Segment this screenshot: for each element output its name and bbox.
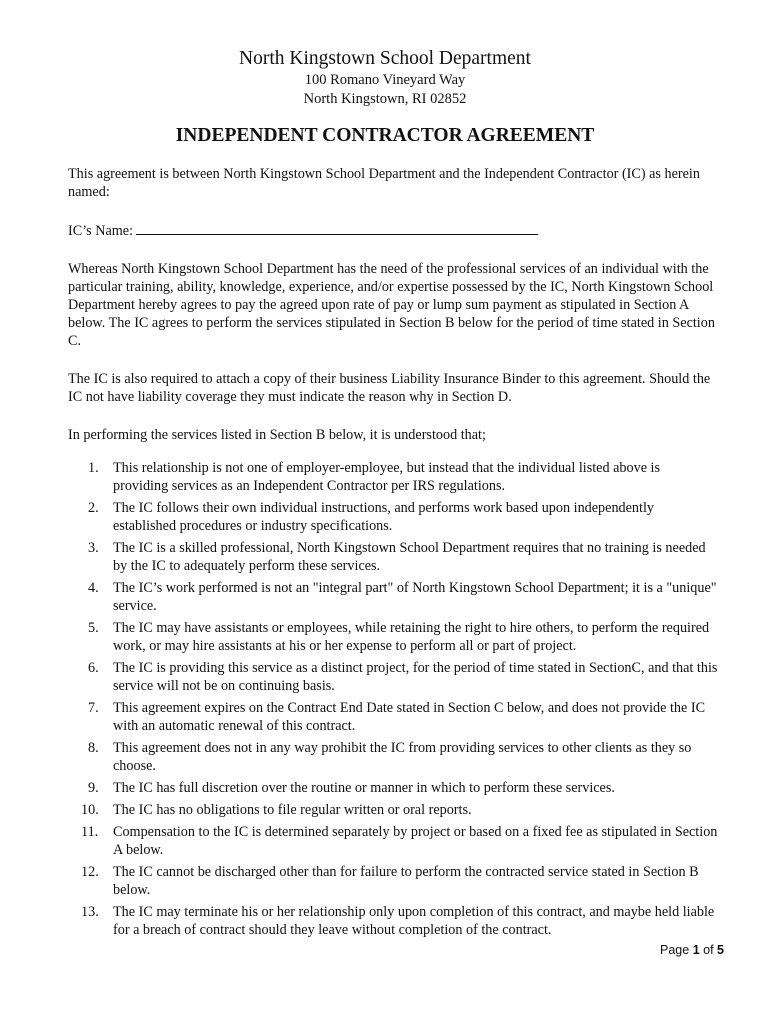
term-text: The IC may terminate his or her relationship only upon completion of this contract, and maybe held liable for a breach of contract should they leave without completion of the contract.	[113, 904, 715, 938]
ic-name-label: IC’s Name:	[68, 223, 134, 239]
term-text: The IC is a skilled professional, North Kingstown School Department requires that no training is needed by the IC to adequately perform these services.	[113, 540, 706, 574]
term-number: 12.	[81, 864, 99, 880]
term-text: The IC’s work performed is not an "integral part" of North Kingstown School Department; it is a "unique" service.	[113, 580, 717, 614]
term-item	[68, 739, 718, 775]
term-text: The IC has full discretion over the routine or manner in which to perform these services.	[113, 780, 615, 796]
term-number: 11.	[81, 824, 99, 840]
address-line-2: North Kingstown, RI 02852	[303, 91, 467, 107]
term-text: The IC follows their own individual instructions, and performs work based upon independently established procedures or industry specifications.	[113, 500, 654, 534]
term-number: 8.	[88, 740, 99, 756]
term-item	[68, 823, 718, 859]
page-word: Page	[660, 943, 690, 957]
term-number: 5.	[88, 620, 99, 636]
ic-name-blank	[136, 221, 538, 235]
term-number: 13.	[81, 904, 99, 920]
page-total: 5	[717, 943, 724, 957]
term-number: 3.	[88, 540, 99, 556]
term-number: 10.	[81, 802, 99, 818]
term-item	[68, 499, 718, 535]
performing-paragraph: In performing the services listed in Section B below, it is understood that;	[68, 427, 486, 443]
page-footer	[660, 943, 724, 957]
letterhead	[0, 47, 770, 109]
term-text: The IC may have assistants or employees, while retaining the right to hire others, to perform the required work, or may hire assistants at his or her expense to perform all or part of project.	[113, 620, 710, 654]
insurance-paragraph: The IC is also required to attach a copy of their business Liability Insurance Binder to this agreement. Should the IC not have liability coverage they must indicate the reason why in Section D.	[68, 371, 711, 405]
term-number: 6.	[88, 660, 99, 676]
term-number: 7.	[88, 700, 99, 716]
term-number: 2.	[88, 500, 99, 516]
of-word: of	[703, 943, 714, 957]
term-item	[68, 699, 718, 735]
intro-paragraph: This agreement is between North Kingstown School Department and the Independent Contractor (IC) as herein named:	[68, 166, 700, 200]
term-item	[68, 579, 718, 615]
term-item	[68, 459, 718, 495]
organization-name: North Kingstown School Department	[239, 48, 531, 69]
term-text: This agreement does not in any way prohibit the IC from providing services to other clients as they so choose.	[113, 740, 692, 774]
term-item	[68, 779, 718, 797]
term-text: The IC has no obligations to file regular written or oral reports.	[113, 802, 472, 818]
term-text: The IC is providing this service as a distinct project, for the period of time stated in SectionC, and that this service will not be on continuing basis.	[113, 660, 718, 694]
whereas-paragraph: Whereas North Kingstown School Department has the need of the professional services of an individual with the particular training, ability, knowledge, experience, and/or expertise possessed by the IC, North Kingstown School Department hereby agrees to pay the agreed upon rate of pay or lump sum payment as stipulated in Section A below. The IC agrees to perform the services stipulated in Section B below for the period of time stated in Section C.	[68, 261, 715, 349]
term-text: This relationship is not one of employer-employee, but instead that the individual listed above is providing services as an Independent Contractor per IRS regulations.	[113, 460, 661, 494]
term-item	[68, 659, 718, 695]
term-number: 1.	[88, 460, 99, 476]
document-body	[68, 165, 718, 943]
term-text: This agreement expires on the Contract End Date stated in Section C below, and does not provide the IC with an automatic renewal of this contract.	[113, 700, 706, 734]
term-item	[68, 801, 718, 819]
term-number: 9.	[88, 780, 99, 796]
term-text: Compensation to the IC is determined separately by project or based on a fixed fee as stipulated in Section A below.	[113, 824, 718, 858]
document-title: INDEPENDENT CONTRACTOR AGREEMENT	[175, 125, 595, 146]
ic-name-line	[68, 221, 718, 240]
address-line-1: 100 Romano Vineyard Way	[304, 72, 466, 88]
term-item	[68, 619, 718, 655]
term-item	[68, 903, 718, 939]
term-item	[68, 539, 718, 575]
page-current: 1	[692, 943, 700, 957]
term-number: 4.	[88, 580, 99, 596]
term-item	[68, 863, 718, 899]
term-text: The IC cannot be discharged other than for failure to perform the contracted service stated in Section B below.	[113, 864, 699, 898]
terms-list	[68, 459, 718, 939]
